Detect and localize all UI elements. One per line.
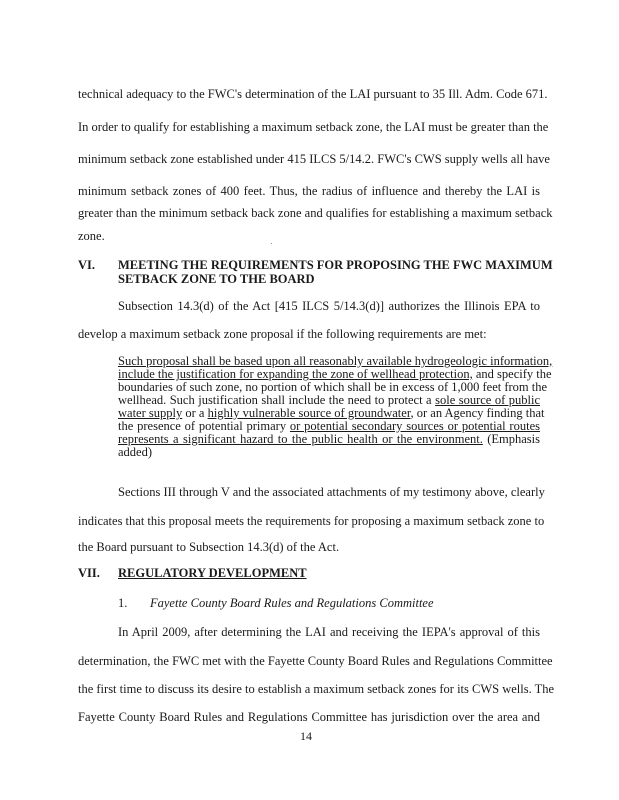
quote-text: Such proposal shall be based upon all reasonably available hydrogeologic information, <box>118 354 553 368</box>
body-line: develop a maximum setback zone proposal if the following requirements are met: <box>78 327 487 341</box>
quote-text: the presence of potential primary <box>118 419 290 433</box>
body-line: Subsection 14.3(d) of the Act [415 ILCS 5/14.3(d)] authorizes the Illinois EPA to <box>118 299 540 313</box>
quote-text: wellhead. Such justification shall include the need to protect a <box>118 393 436 407</box>
body-line: determination, the FWC met with the Fayette County Board Rules and Regulations Committee <box>78 654 553 668</box>
quote-text: , or an Agency finding that <box>410 406 545 420</box>
body-line: zone. <box>78 229 105 243</box>
section-number: VI. <box>78 258 96 272</box>
quote-text: sole source of public <box>435 393 540 407</box>
subsection-number: 1. <box>118 596 128 610</box>
section-heading: REGULATORY DEVELOPMENT <box>118 566 307 580</box>
body-line: In order to qualify for establishing a maximum setback zone, the LAI must be greater than the <box>78 120 549 134</box>
body-line: Fayette County Board Rules and Regulations Committee has jurisdiction over the area and <box>78 710 540 724</box>
quote-text: boundaries of such zone, no portion of which shall be in excess of 1,000 feet from the <box>118 380 548 394</box>
body-line: technical adequacy to the FWC's determination of the LAI pursuant to 35 Ill. Adm. Code 671. <box>78 87 548 101</box>
quote-text: and specify the <box>472 367 552 381</box>
quote-text: include the justification for expanding the zone of wellhead protection, <box>118 367 473 381</box>
quote-line <box>118 446 540 459</box>
quote-text: represents a significant hazard to the public health or the environment. <box>118 432 483 446</box>
body-line: minimum setback zone established under 415 ILCS 5/14.2. FWC's CWS supply wells all have <box>78 152 550 166</box>
quote-text: or a <box>182 406 208 420</box>
body-line: the Board pursuant to Subsection 14.3(d) of the Act. <box>78 540 340 554</box>
body-line: the first time to discuss its desire to establish a maximum setback zones for its CWS wells. The <box>78 682 555 696</box>
stray-mark <box>271 243 272 244</box>
quote-text: highly vulnerable source of groundwater <box>207 406 411 420</box>
quote-text: added) <box>118 445 153 459</box>
body-line: Sections III through V and the associated attachments of my testimony above, clearly <box>118 485 545 499</box>
section-heading: MEETING THE REQUIREMENTS FOR PROPOSING THE FWC MAXIMUM <box>118 258 553 272</box>
section-number: VII. <box>78 566 100 580</box>
subsection-heading: Fayette County Board Rules and Regulations Committee <box>150 596 434 610</box>
quote-text: (Emphasis <box>482 432 540 446</box>
quote-text: water supply <box>118 406 183 420</box>
quote-text: or potential secondary sources or potential routes <box>289 419 540 433</box>
body-line: greater than the minimum setback back zone and qualifies for establishing a maximum setback <box>78 206 553 220</box>
page-number: 14 <box>300 729 312 743</box>
body-line: indicates that this proposal meets the requirements for proposing a maximum setback zone to <box>78 514 545 528</box>
body-line: minimum setback zones of 400 feet. Thus, the radius of influence and thereby the LAI is <box>78 184 540 198</box>
body-line: In April 2009, after determining the LAI and receiving the IEPA's approval of this <box>118 625 540 639</box>
quote-line <box>118 433 540 446</box>
section-heading: SETBACK ZONE TO THE BOARD <box>118 272 315 286</box>
